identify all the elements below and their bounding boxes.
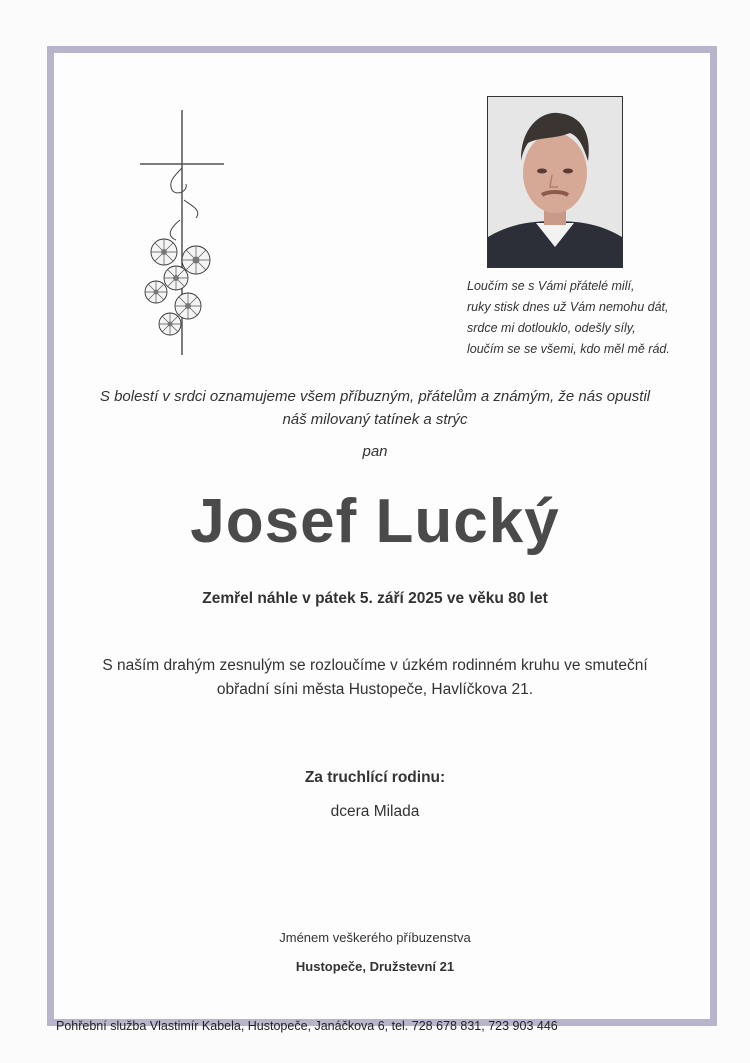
- ceremony-line-1: S naším drahým zesnulým se rozloučíme v úzkém rodinném kruhu ve smuteční: [102, 657, 648, 674]
- poem-line: ruky stisk dnes už Vám nemohu dát,: [467, 300, 669, 314]
- poem-line: srdce mi dotlouklo, odešly síly,: [467, 321, 636, 335]
- honorific: pan: [362, 443, 388, 460]
- cross-with-flowers-icon: [136, 110, 228, 360]
- deceased-name: Josef Lucký: [190, 487, 560, 556]
- death-date-text: Zemřel náhle v pátek 5. září 2025 ve věku 80 let: [202, 590, 548, 607]
- announcement-line-1: S bolestí v srdci oznamujeme všem příbuzným, přátelům a známým, že nás opustil: [99, 388, 651, 405]
- portrait-photo: [487, 96, 623, 268]
- family-address: Hustopeče, Družstevní 21: [295, 959, 455, 974]
- poem-line: Loučím se s Vámi přátelé milí,: [467, 279, 635, 293]
- ceremony-text: [50, 654, 700, 702]
- announcement-text: [50, 385, 700, 431]
- announcement-line-2: náš milovaný tatínek a strýc: [282, 411, 468, 428]
- mourners-label: Za truchlící rodinu:: [304, 769, 446, 786]
- family-line: Jménem veškerého příbuzenstva: [279, 930, 471, 945]
- funeral-service-footer: Pohřební služba Vlastimír Kabela, Hustopeče, Janáčkova 6, tel. 728 678 831, 723 903 446: [56, 1019, 558, 1033]
- farewell-poem: [467, 276, 697, 360]
- ceremony-line-2: obřadní síni města Hustopeče, Havlíčkova 21.: [216, 681, 534, 698]
- poem-line: loučím se se všemi, kdo měl mě rád.: [467, 342, 670, 356]
- mourners-names: dcera Milada: [330, 803, 420, 820]
